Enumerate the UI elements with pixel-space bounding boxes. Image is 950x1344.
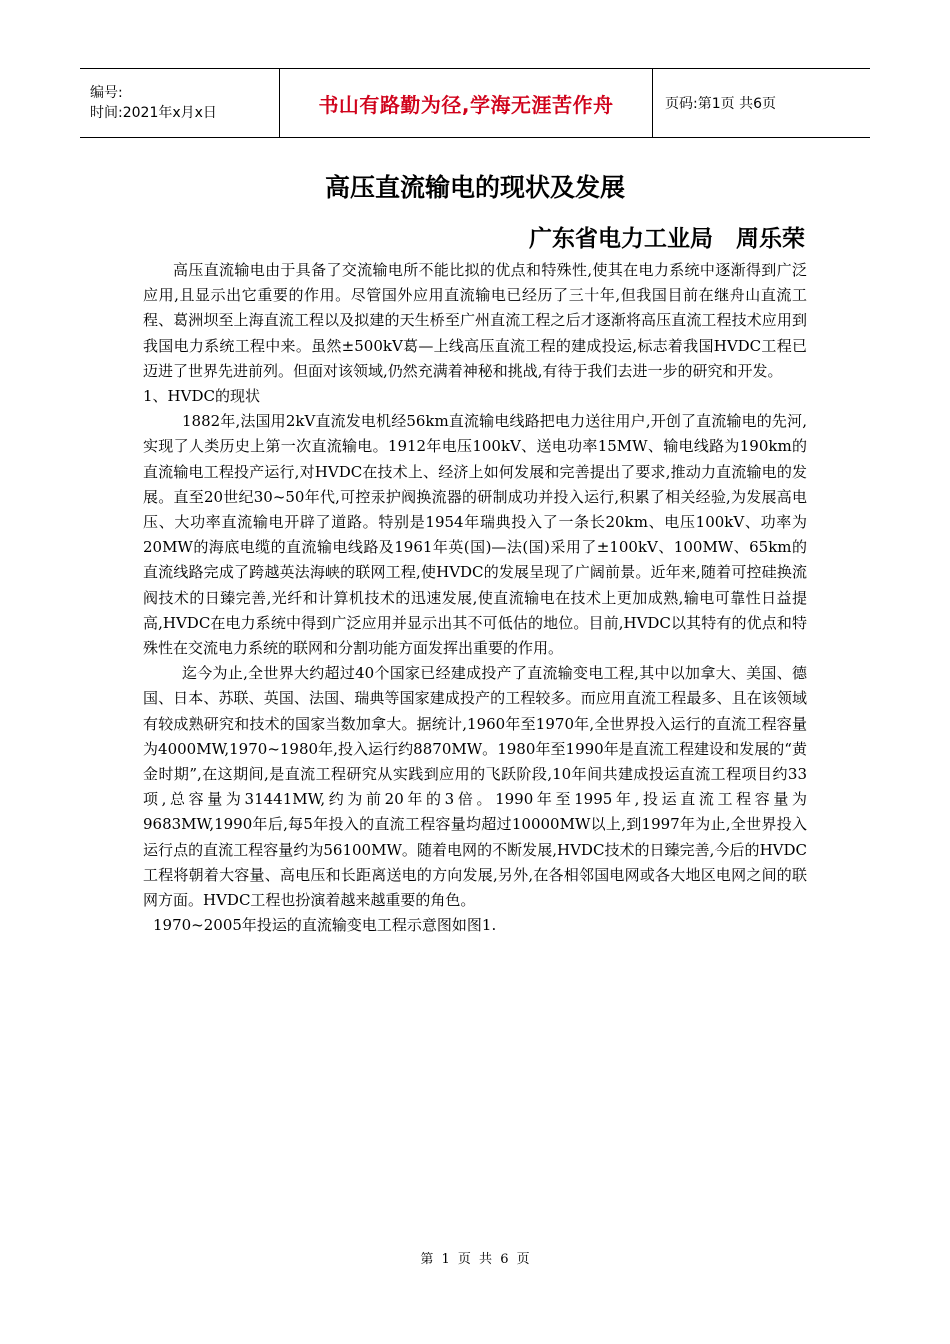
header-page-label: 页码:第1页 共6页 xyxy=(665,96,776,112)
page-footer: 第 1 页 共 6 页 xyxy=(420,1252,530,1267)
header-info xyxy=(80,69,280,137)
header-page-cell xyxy=(653,69,870,137)
page-header xyxy=(80,68,870,138)
document-title: 高压直流输电的现状及发展 xyxy=(324,173,625,202)
section-heading: 1、HVDC的现状 xyxy=(143,387,260,406)
document-body xyxy=(143,258,807,938)
document-author: 广东省电力工业局 周乐荣 xyxy=(529,226,805,252)
paragraph-statistics: 迄今为止,全世界大约超过40个国家已经建成投产了直流输变电工程,其中以加拿大、美国、德国、日本、苏联、英国、法国、瑞典等国家建成投产的工程较多。而应用直流工程最多、且在该领域有较成熟研究和技术的国家当数加拿大。据统计,1960年至1970年,全世界投入运行的直流工程容量为4000MW,1970~1980年,投入运行约8870MW。1980年至1990年是直流工程建设和发展的“黄金时期”,在这期间,是直流工程研究从实践到应用的飞跃阶段,10年间共建成投运直流工程项目约33项,总容量为31441MW,约为前20年的3倍。1990年至1995年,投运直流工程容量为9683MW,1990年后,每5年投入的直流工程容量均超过10000MW以上,到1997年为止,全世界投入运行点的直流工程容量约为56100MW。随着电网的不断发展,HVDC技术的日臻完善,今后的HVDC工程将朝着大容量、高电压和长距离送电的方向发展,另外,在各相邻国电网或各大地区电网之间的联网方面。HVDC工程也扮演着越来越重要的角色。 xyxy=(143,664,807,910)
document-date-label: 时间:2021年x月x日 xyxy=(90,105,217,121)
figure-reference: 1970~2005年投运的直流输变电工程示意图如图1. xyxy=(153,916,497,935)
paragraph-history: 1882年,法国用2kV直流发电机经56km直流输电线路把电力送往用户,开创了直流输电的先河,实现了人类历史上第一次直流输电。1912年电压100kV、送电功率15MW、输电线路为190km的直流输电工程投产运行,对HVDC在技术上、经济上如何发展和完善提出了要求,推动力直流输电的发展。直至20世纪30~50年代,可控汞护阀换流器的研制成功并投入运行,积累了相关经验,为发展高电压、大功率直流输电开辟了道路。特别是1954年瑞典投入了一条长20km、电压100kV、功率为20MW的海底电缆的直流输电线路及1961年英(国)—法(国)采用了±100kV、100MW、65km的直流线路完成了跨越英法海峡的联网工程,使HVDC的发展呈现了广阔前景。近年来,随着可控硅换流阀技术的日臻完善,光纤和计算机技术的迅速发展,使直流输电在技术上更加成熟,输电可靠性日益提高,HVDC在电力系统中得到广泛应用并显示出其不可低估的地位。目前,HVDC以其特有的优点和特殊性在交流电力系统的联网和分割功能方面发挥出重要的作用。 xyxy=(143,412,807,658)
document-number-label: 编号: xyxy=(90,85,123,101)
header-motto: 书山有路勤为径,学海无涯苦作舟 xyxy=(318,92,614,117)
paragraph-intro: 高压直流输电由于具备了交流输电所不能比拟的优点和特殊性,使其在电力系统中逐渐得到广泛应用,且显示出它重要的作用。尽管国外应用直流输电已经历了三十年,但我国目前在继舟山直流工程、葛洲坝至上海直流工程以及拟建的天生桥至广州直流工程之后才逐渐将高压直流工程技术应用到我国电力系统工程中来。虽然±500kV葛—上线高压直流工程的建成投运,标志着我国HVDC工程已迈进了世界先进前列。但面对该领域,仍然充满着神秘和挑战,有待于我们去进一步的研究和开发。 xyxy=(143,261,807,380)
header-motto-cell xyxy=(280,69,653,137)
